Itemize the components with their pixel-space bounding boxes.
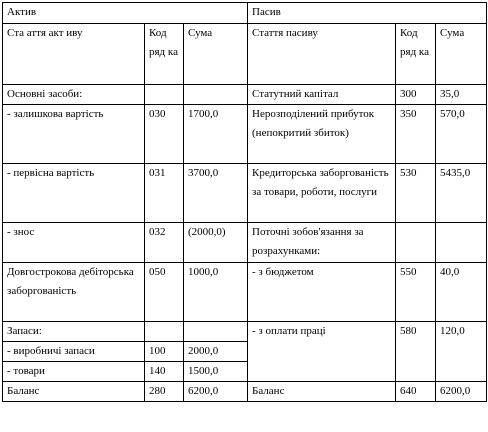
table-row	[3, 105, 487, 164]
asset-sum: 2000,0	[184, 342, 248, 362]
section-header-row	[3, 3, 487, 24]
asset-article: - первісна вартість	[3, 164, 145, 223]
asset-code	[145, 322, 184, 342]
asset-code: 140	[145, 362, 184, 382]
asset-article-header: Ста аття акт иву	[3, 24, 145, 85]
asset-article: Основні засоби:	[3, 85, 145, 105]
asset-article: Довгострокова дебіторська заборгованість	[3, 263, 145, 322]
column-header-row	[3, 24, 487, 85]
asset-sum: 1000,0	[184, 263, 248, 322]
asset-sum: 1500,0	[184, 362, 248, 382]
asset-code: 050	[145, 263, 184, 322]
table-row	[3, 164, 487, 223]
liability-code: 350	[396, 105, 436, 164]
liabilities-header: Пасив	[248, 3, 487, 24]
liability-sum: 35,0	[436, 85, 487, 105]
asset-sum	[184, 322, 248, 342]
asset-code: 280	[145, 382, 184, 402]
liability-sum-header: Сума	[436, 24, 487, 85]
asset-sum: (2000,0)	[184, 223, 248, 263]
liability-sum: 120,0	[436, 322, 487, 382]
asset-code	[145, 85, 184, 105]
asset-article: - товари	[3, 362, 145, 382]
asset-sum: 3700,0	[184, 164, 248, 223]
liability-article-header: Стаття пасиву	[248, 24, 396, 85]
liability-code: 530	[396, 164, 436, 223]
balance-sheet-table	[2, 2, 487, 402]
asset-code: 032	[145, 223, 184, 263]
asset-article: - знос	[3, 223, 145, 263]
asset-article: - залишкова вартість	[3, 105, 145, 164]
liability-sum: 6200,0	[436, 382, 487, 402]
liability-code: 580	[396, 322, 436, 382]
asset-sum	[184, 85, 248, 105]
liability-article: Баланс	[248, 382, 396, 402]
asset-code: 100	[145, 342, 184, 362]
asset-article: - виробничі запаси	[3, 342, 145, 362]
liability-sum: 5435,0	[436, 164, 487, 223]
asset-sum-header: Сума	[184, 24, 248, 85]
liability-sum	[436, 223, 487, 263]
balance-total-row	[3, 382, 487, 402]
asset-code-header: Код ряд ка	[145, 24, 184, 85]
asset-code: 031	[145, 164, 184, 223]
liability-code: 550	[396, 263, 436, 322]
liability-sum: 570,0	[436, 105, 487, 164]
liability-article: Поточні зобов'язання за розрахунками:	[248, 223, 396, 263]
liability-code-header: Код ряд ка	[396, 24, 436, 85]
liability-article: Статутний капітал	[248, 85, 396, 105]
asset-sum: 1700,0	[184, 105, 248, 164]
table-row	[3, 322, 487, 342]
liability-code: 640	[396, 382, 436, 402]
asset-code: 030	[145, 105, 184, 164]
table-row	[3, 85, 487, 105]
table-row	[3, 263, 487, 322]
assets-header: Актив	[3, 3, 248, 24]
liability-sum: 40,0	[436, 263, 487, 322]
liability-article: - з бюджетом	[248, 263, 396, 322]
liability-article: - з оплати праці	[248, 322, 396, 382]
asset-article: Баланс	[3, 382, 145, 402]
liability-article: Нерозподілений прибуток (непокритий збиток)	[248, 105, 396, 164]
asset-article: Запаси:	[3, 322, 145, 342]
liability-code: 300	[396, 85, 436, 105]
asset-sum: 6200,0	[184, 382, 248, 402]
liability-code	[396, 223, 436, 263]
table-row	[3, 223, 487, 263]
liability-article: Кредиторська заборгованість за товари, роботи, послуги	[248, 164, 396, 223]
